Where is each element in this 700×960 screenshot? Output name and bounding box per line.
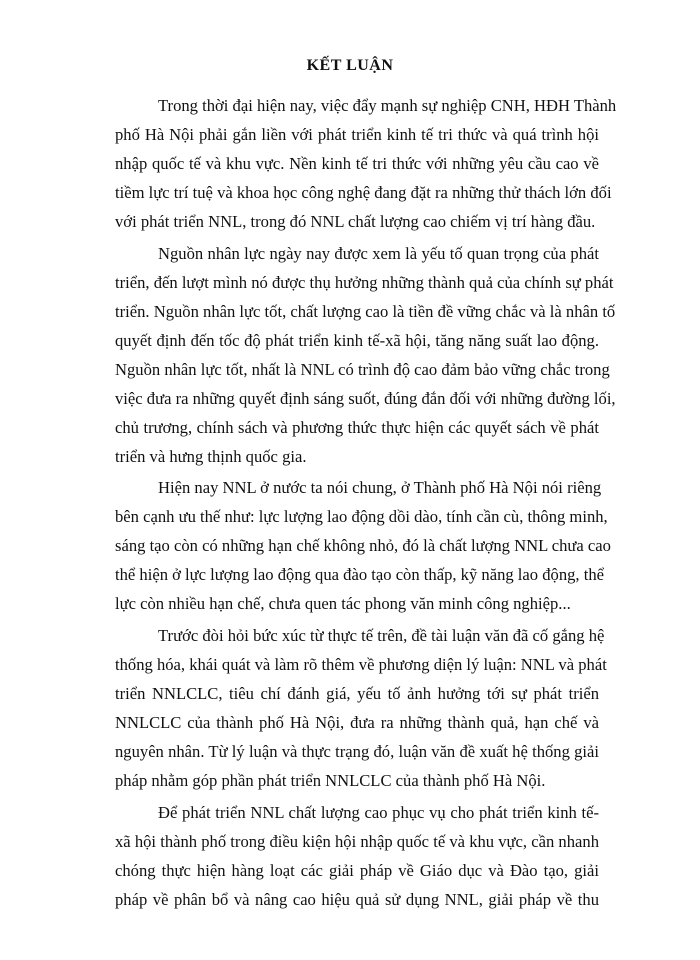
paragraph-4-line-1: Trước đòi hỏi bức xúc từ thực tế trên, đề tài luận văn đã cố gắng hệ <box>158 626 605 645</box>
paragraph-3-line-3: sáng tạo còn có những hạn chế không nhỏ, đó là chất lượng NNL chưa cao <box>115 536 611 555</box>
paragraph-5-line-4: pháp về phân bổ và nâng cao hiệu quả sử dụng NNL, giải pháp về thu <box>115 890 599 909</box>
paragraph-2-line-6: việc đưa ra những quyết định sáng suốt, đúng đắn đối với những đường lối, <box>115 389 616 408</box>
page-title: KẾT LUẬN <box>306 57 394 74</box>
paragraph-1-line-4: tiềm lực trí tuệ và khoa học công nghệ đang đặt ra những thử thách lớn đối <box>115 183 612 202</box>
paragraph-2-line-4: quyết định đến tốc độ phát triển kinh tế-xã hội, tăng năng suất lao động. <box>115 331 599 350</box>
paragraph-3-line-5: lực còn nhiều hạn chế, chưa quen tác phong văn minh công nghiệp... <box>115 594 571 613</box>
paragraph-5-line-3: chóng thực hiện hàng loạt các giải pháp về Giáo dục và Đào tạo, giải <box>115 861 599 880</box>
paragraph-2-line-3: triển. Nguồn nhân lực tốt, chất lượng cao là tiền đề vững chắc và là nhân tố <box>115 302 616 321</box>
paragraph-1-line-5: với phát triển NNL, trong đó NNL chất lượng cao chiếm vị trí hàng đầu. <box>115 212 596 231</box>
paragraph-1-line-2: phố Hà Nội phải gắn liền với phát triển kinh tế tri thức và quá trình hội <box>115 125 599 144</box>
paragraph-1-line-1: Trong thời đại hiện nay, việc đẩy mạnh sự nghiệp CNH, HĐH Thành <box>158 96 617 115</box>
paragraph-4-line-5: nguyên nhân. Từ lý luận và thực trạng đó, luận văn đề xuất hệ thống giải <box>115 742 599 761</box>
paragraph-5-line-1: Để phát triển NNL chất lượng cao phục vụ cho phát triển kinh tế- <box>158 803 599 822</box>
paragraph-4-line-6: pháp nhằm góp phần phát triển NNLCLC của thành phố Hà Nội. <box>115 771 546 790</box>
paragraph-1-line-3: nhập quốc tế và khu vực. Nền kinh tế tri thức với những yêu cầu cao về <box>115 154 599 173</box>
paragraph-4-line-2: thống hóa, khái quát và làm rõ thêm về phương diện lý luận: NNL và phát <box>115 655 607 674</box>
paragraph-2-line-8: triển và hưng thịnh quốc gia. <box>115 447 307 466</box>
paragraph-5-line-2: xã hội thành phố trong điều kiện hội nhập quốc tế và khu vực, cần nhanh <box>115 832 599 851</box>
paragraph-2-line-7: chủ trương, chính sách và phương thức thực hiện các quyết sách về phát <box>115 418 599 437</box>
paragraph-4-line-3: triển NNLCLC, tiêu chí đánh giá, yếu tố ảnh hưởng tới sự phát triển <box>115 684 599 703</box>
paragraph-3-line-4: thể hiện ở lực lượng lao động qua đào tạo còn thấp, kỹ năng lao động, thể <box>115 565 604 584</box>
paragraph-4-line-4: NNLCLC của thành phố Hà Nội, đưa ra những thành quả, hạn chế và <box>115 713 599 732</box>
paragraph-3-line-2: bên cạnh ưu thế như: lực lượng lao động dồi dào, tính cần cù, thông minh, <box>115 507 608 526</box>
paragraph-2-line-5: Nguồn nhân lực tốt, nhất là NNL có trình độ cao đảm bảo vững chắc trong <box>115 360 610 379</box>
paragraph-3-line-1: Hiện nay NNL ở nước ta nói chung, ở Thành phố Hà Nội nói riêng <box>158 478 602 497</box>
paragraph-2-line-2: triển, đến lượt mình nó được thụ hưởng những thành quả của chính sự phát <box>115 273 614 292</box>
paragraph-2-line-1: Nguồn nhân lực ngày nay được xem là yếu tố quan trọng của phát <box>158 244 599 263</box>
